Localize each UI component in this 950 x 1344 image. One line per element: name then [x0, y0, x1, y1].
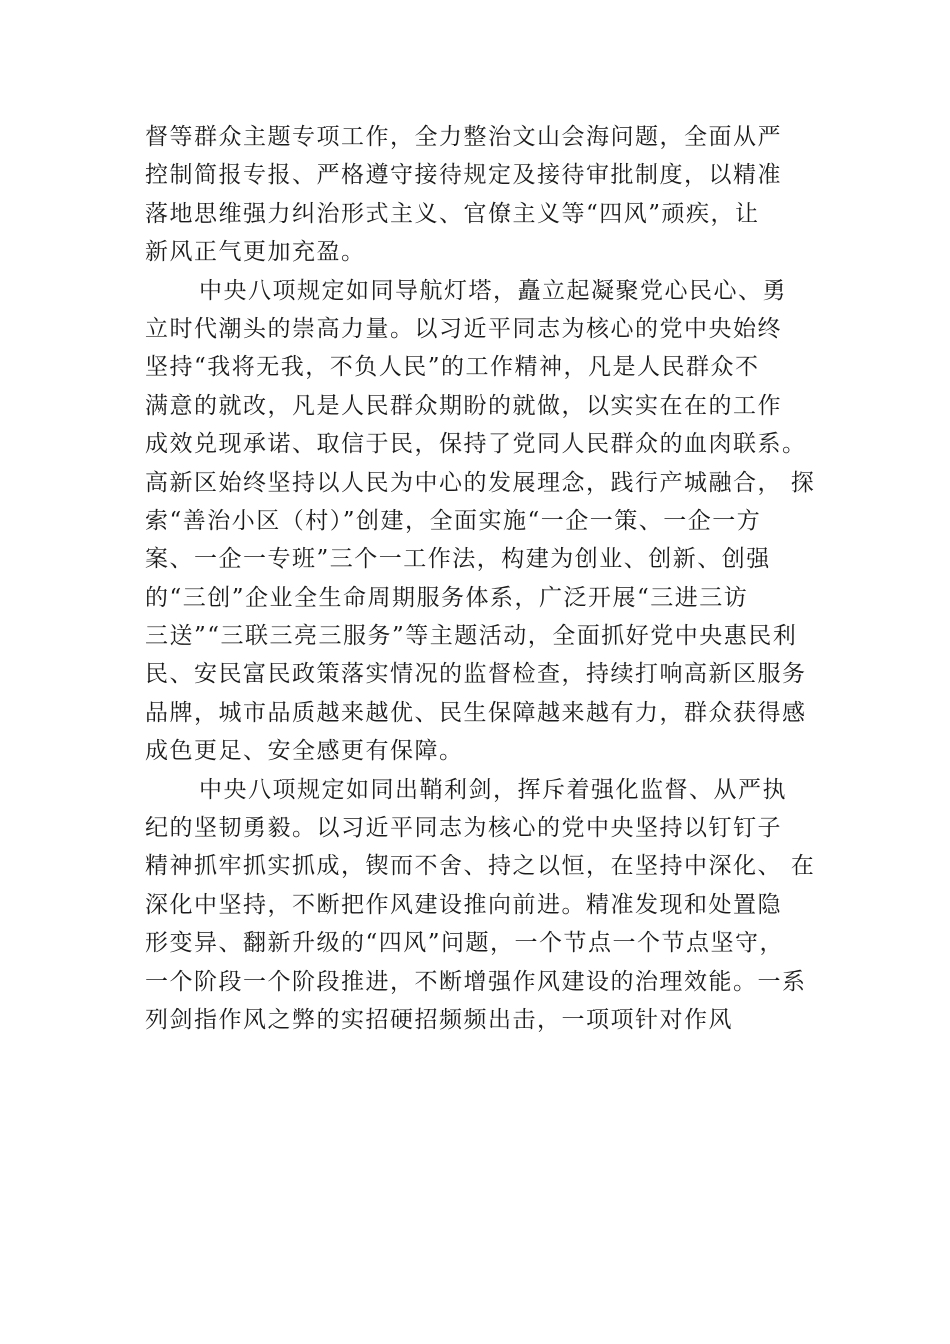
- text-line: 立时代潮头的崇高力量。以习近平同志为核心的党中央始终: [145, 315, 782, 342]
- text-line: 中央八项规定如同出鞘利剑，挥斥着强化监督、从严执: [199, 776, 787, 803]
- body-text: [145, 118, 825, 1039]
- text-line: 成色更足、安全感更有保障。: [145, 738, 464, 765]
- text-line: 控制简报专报、严格遵守接待规定及接待审批制度，以精准: [145, 162, 782, 189]
- text-line: 纪的坚韧勇毅。以习近平同志为核心的党中央坚持以钉钉子: [145, 815, 782, 842]
- paragraph-1: [145, 118, 825, 272]
- text-line: 三送”“三联三亮三服务”等主题活动，全面抓好党中央惠民利: [145, 623, 798, 650]
- paragraph-2: [145, 272, 825, 771]
- paragraph-3: [145, 771, 825, 1040]
- text-line: 成效兑现承诺、取信于民，保持了党同人民群众的血肉联系。: [145, 431, 807, 458]
- text-line: 高新区始终坚持以人民为中心的发展理念，践行产城融合， 探: [145, 469, 816, 496]
- text-line: 中央八项规定如同导航灯塔，矗立起凝聚党心民心、勇: [199, 277, 787, 304]
- text-line: 的“三创”企业全生命周期服务体系，广泛开展“三进三访: [145, 584, 749, 611]
- text-line: 督等群众主题专项工作，全力整治文山会海问题，全面从严: [145, 124, 782, 150]
- text-line: 落地思维强力纠治形式主义、官僚主义等“四风”顽疾，让: [145, 200, 760, 227]
- text-line: 新风正气更加充盈。: [145, 239, 366, 266]
- text-line: 坚持“我将无我，不负人民”的工作精神，凡是人民群众不: [145, 354, 760, 381]
- text-line: 案、一企一专班”三个一工作法，构建为创业、创新、创强: [145, 546, 771, 573]
- text-line: 列剑指作风之弊的实招硬招频频出击，一项项针对作风: [145, 1006, 733, 1033]
- text-line: 索“善治小区（村）”创建，全面实施“一企一策、一企一方: [145, 507, 762, 534]
- text-line: 深化中坚持，不断把作风建设推向前进。精准发现和处置隐: [145, 891, 782, 918]
- text-line: 一个阶段一个阶段推进，不断增强作风建设的治理效能。一系: [145, 968, 807, 995]
- text-line: 形变异、翻新升级的“四风”问题，一个节点一个节点坚守，: [145, 930, 785, 957]
- text-line: 品牌，城市品质越来越优、民生保障越来越有力，群众获得感: [145, 699, 807, 726]
- text-line: 精神抓牢抓实抓成，锲而不舍、持之以恒，在坚持中深化、 在: [145, 853, 816, 880]
- text-line: 满意的就改，凡是人民群众期盼的就做，以实实在在的工作: [145, 392, 782, 419]
- text-line: 民、安民富民政策落实情况的监督检查，持续打响高新区服务: [145, 661, 807, 688]
